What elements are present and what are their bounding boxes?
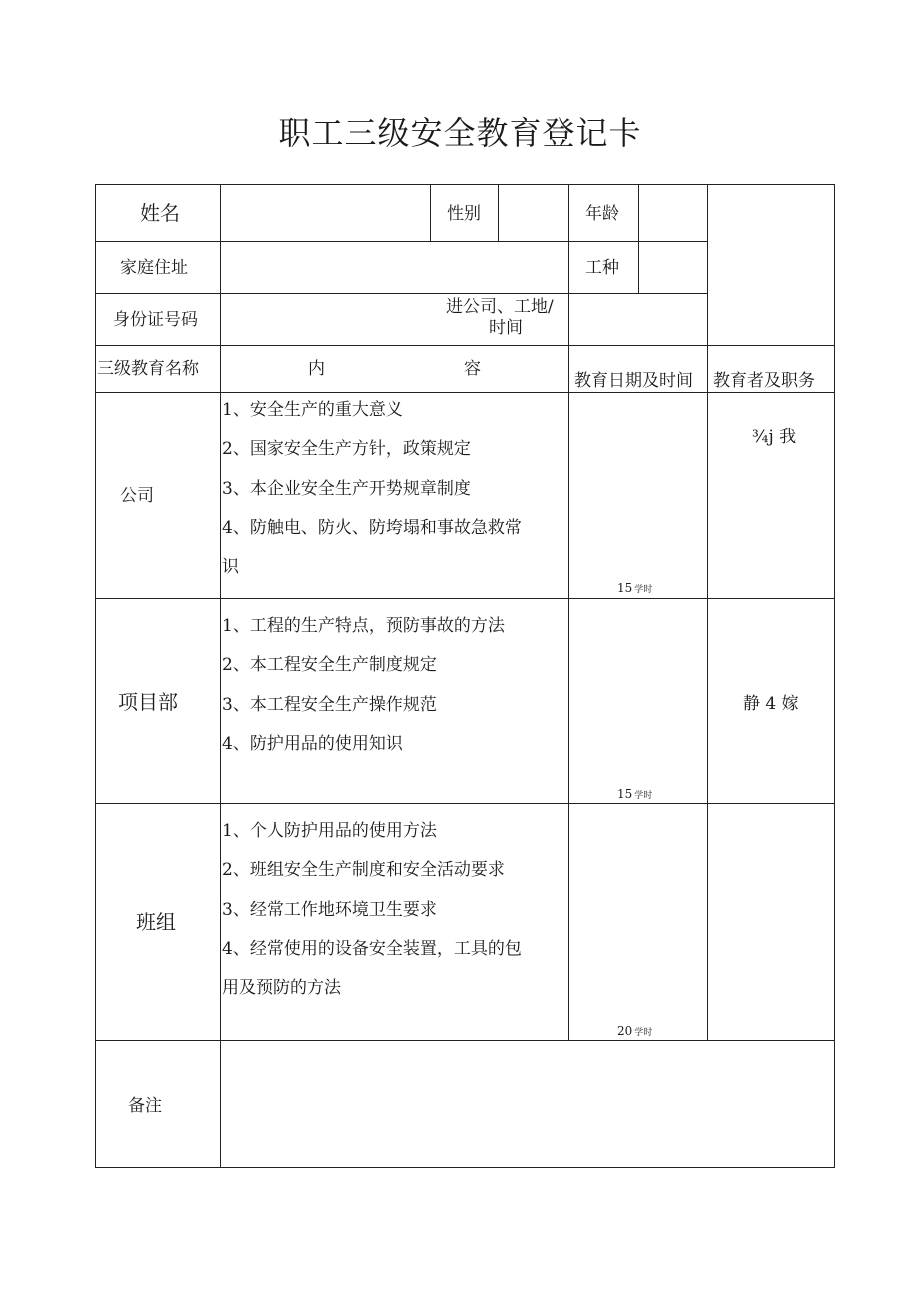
col-divider — [498, 184, 499, 241]
job-type-label: 工种 — [585, 258, 619, 278]
section-name-company: 公司 — [120, 486, 154, 506]
col-divider — [638, 184, 639, 293]
section-items-team — [222, 821, 522, 1017]
level-column-header: 三级教育名称 — [97, 359, 199, 379]
row-divider — [95, 803, 835, 804]
address-label: 家庭住址 — [120, 258, 188, 278]
row-divider — [95, 1040, 835, 1041]
col-divider — [430, 184, 431, 241]
table-border-left — [95, 184, 96, 1168]
list-item: 3、本企业安全生产开势规章制度 — [222, 478, 471, 499]
hours-project: 15 学时 — [617, 787, 653, 801]
educator-column-header: 教育者及职务 — [713, 371, 815, 391]
row-divider — [95, 598, 835, 599]
list-item: 2、国家安全生产方针，政策规定 — [222, 439, 471, 460]
list-item: 2、本工程安全生产制度规定 — [222, 655, 437, 676]
educator-signature-company: ¾j 我 — [752, 427, 797, 447]
id-number-label: 身份证号码 — [113, 310, 198, 330]
name-label: 姓名 — [140, 201, 180, 225]
col-divider — [220, 184, 221, 1168]
section-items-project — [222, 616, 505, 773]
list-item: 3、本工程安全生产操作规范 — [222, 694, 437, 715]
list-item: 1、工程的生产特点，预防事故的方法 — [222, 616, 505, 636]
col-divider — [568, 184, 569, 1040]
section-name-team: 班组 — [136, 910, 176, 934]
list-item: 用及预防的方法 — [222, 978, 341, 999]
list-item: 1、安全生产的重大意义 — [222, 400, 403, 420]
content-column-header: 内 — [308, 359, 325, 379]
list-item: 识 — [222, 557, 239, 578]
age-label: 年龄 — [585, 204, 619, 224]
hours-team: 20 学时 — [617, 1024, 653, 1038]
list-item: 2、班组安全生产制度和安全活动要求 — [222, 860, 505, 881]
date-column-header: 教育日期及时间 — [574, 371, 693, 391]
table-border-bottom — [95, 1167, 835, 1168]
table-border-right — [834, 184, 835, 1168]
entry-time-label-2: 时间 — [489, 318, 523, 338]
remarks-label: 备注 — [128, 1096, 162, 1116]
list-item: 1、个人防护用品的使用方法 — [222, 821, 437, 841]
educator-signature-project: 静 4 嫁 — [743, 694, 799, 714]
gender-label: 性别 — [447, 204, 481, 224]
row-divider — [95, 241, 708, 242]
list-item: 4、经常使用的设备安全装置，工具的包 — [222, 938, 522, 959]
list-item: 3、经常工作地环境卫生要求 — [222, 899, 437, 920]
list-item: 4、防触电、防火、防垮塌和事故急救常 — [222, 517, 522, 538]
list-item: 4、防护用品的使用知识 — [222, 733, 403, 754]
hours-company: 15 学时 — [617, 581, 653, 595]
row-divider — [95, 293, 708, 294]
content-column-header-2: 容 — [464, 359, 481, 379]
entry-time-label: 进公司、工地/ — [446, 297, 554, 317]
card-title: 职工三级安全教育登记卡 — [278, 114, 642, 152]
row-divider — [95, 345, 835, 346]
col-divider — [707, 184, 708, 1040]
table-border-top — [95, 184, 835, 185]
section-name-project: 项目部 — [118, 690, 178, 714]
row-divider — [95, 392, 835, 393]
section-items-company — [222, 400, 522, 596]
